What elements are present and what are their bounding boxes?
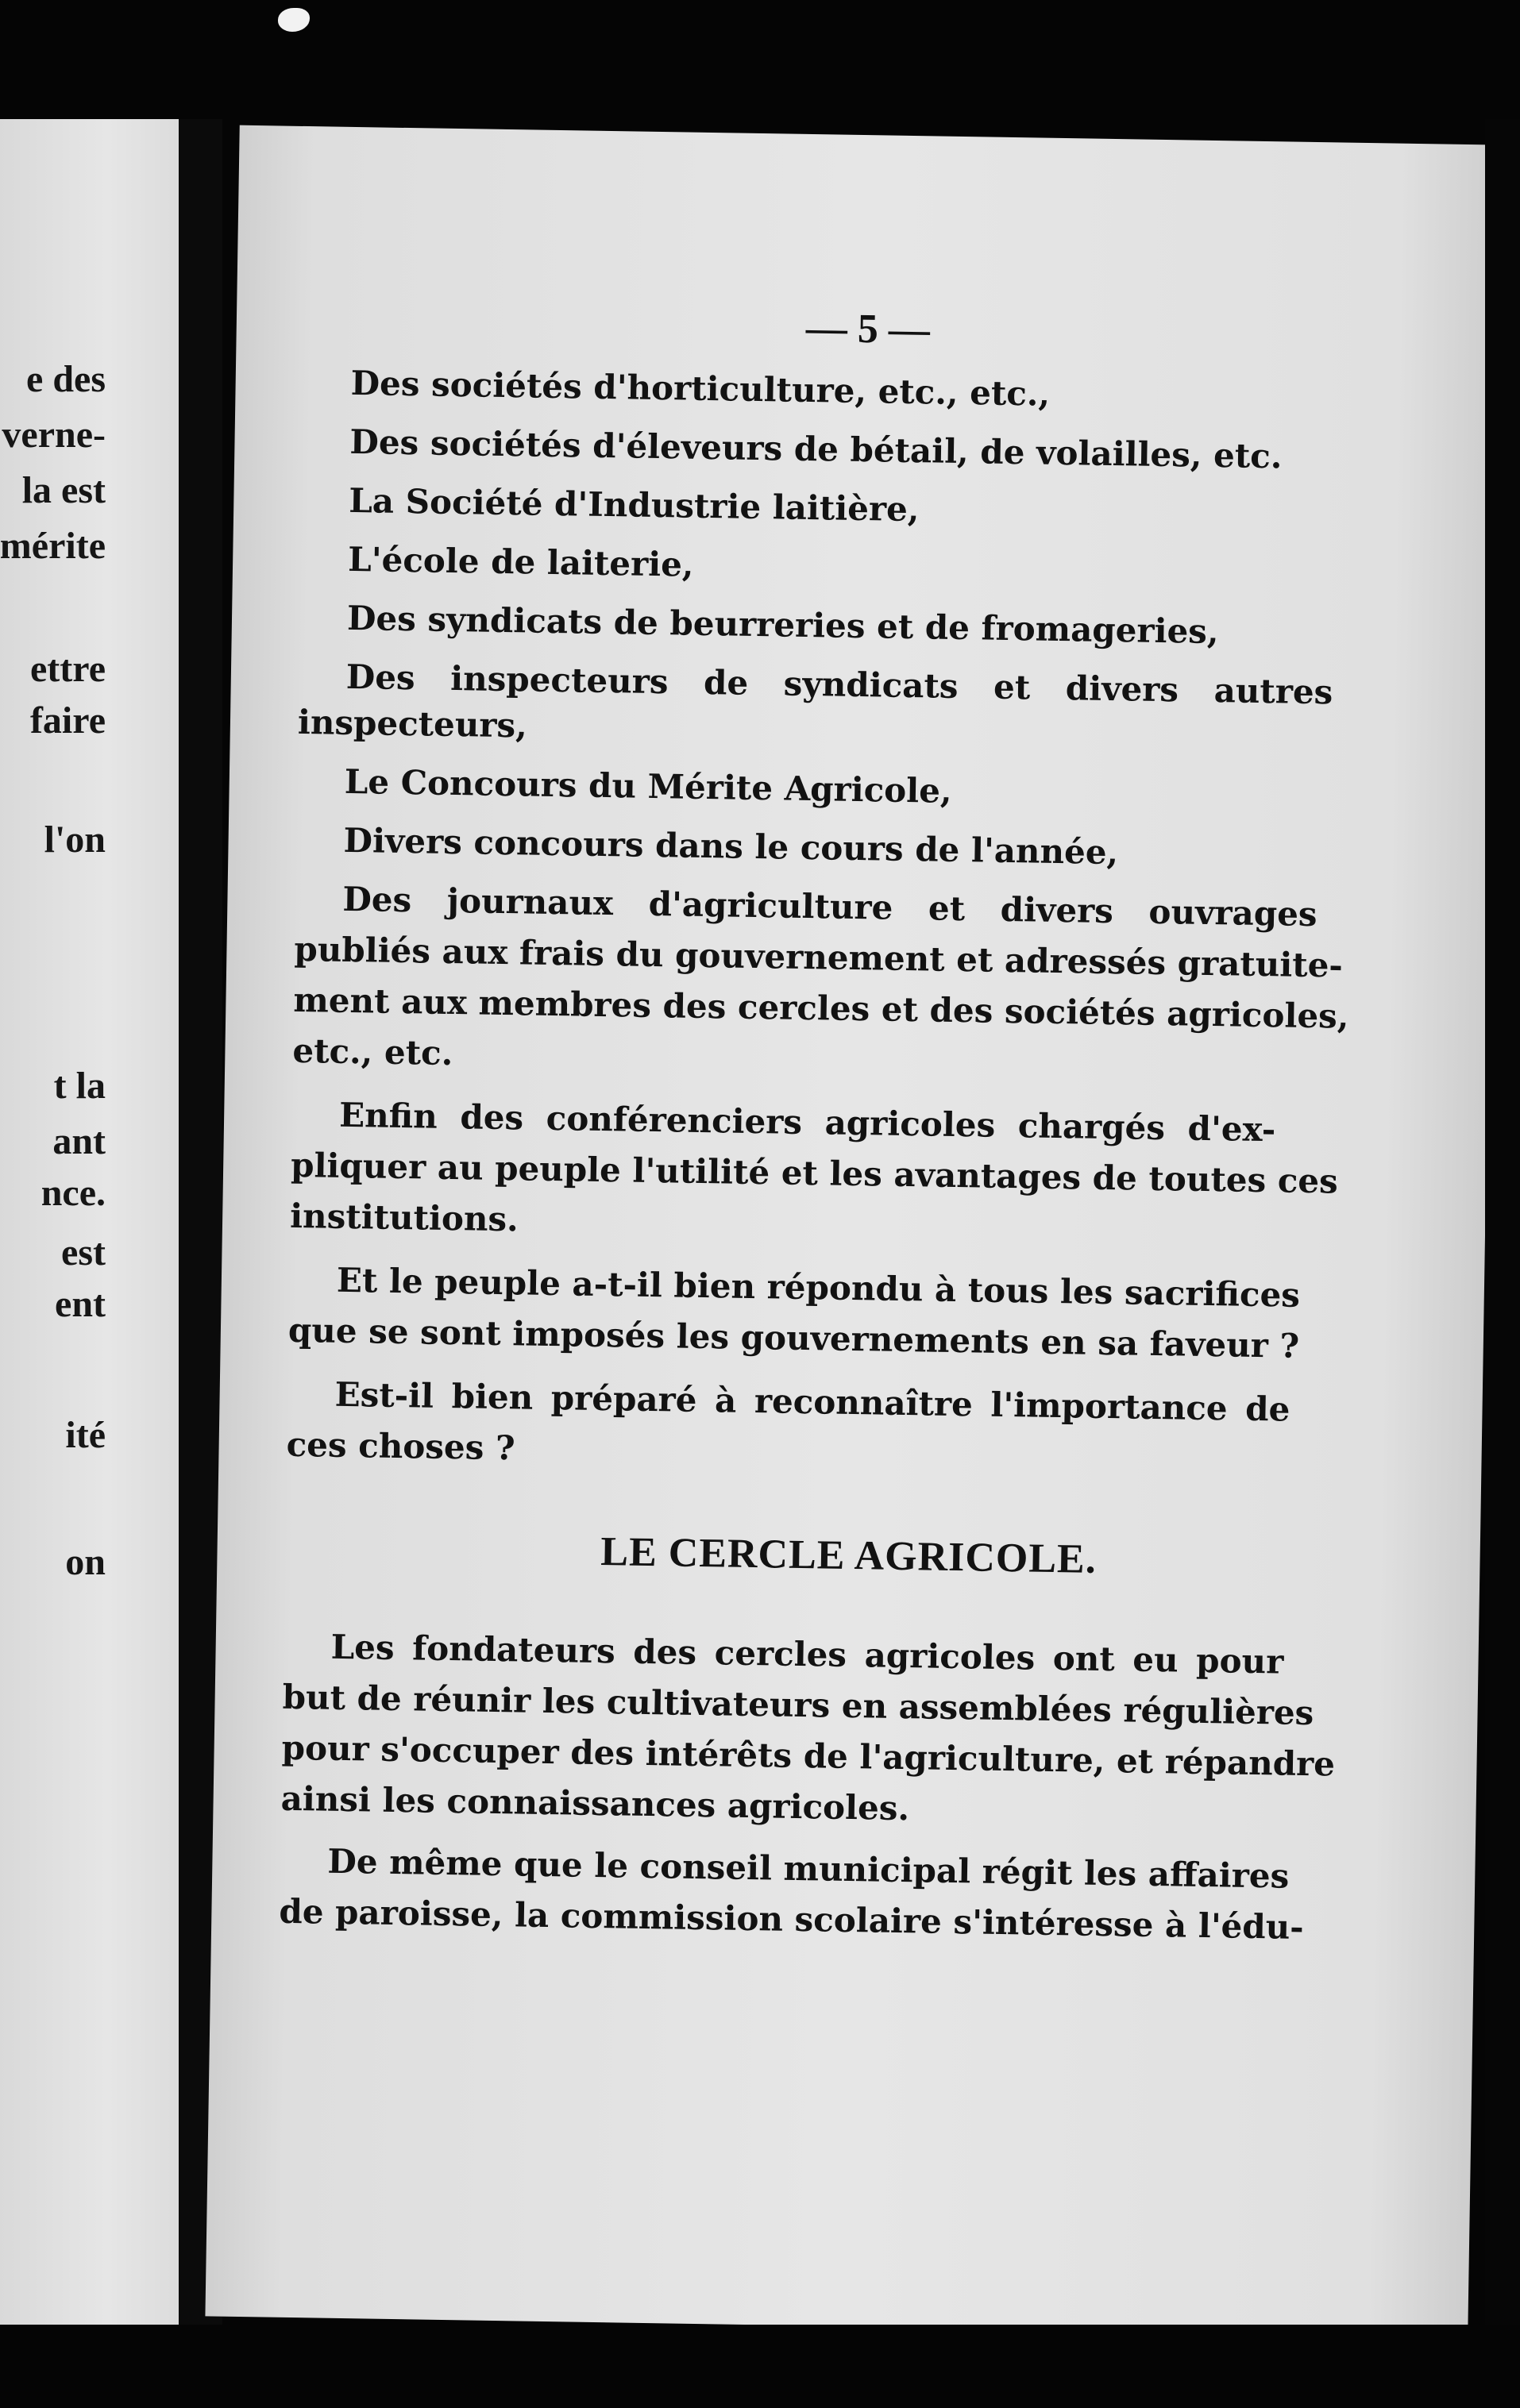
previous-page-fragment — [0, 119, 179, 2326]
left-page-line: faire — [29, 699, 106, 742]
text-line: Divers concours dans le cours de l'année, — [343, 820, 1119, 873]
text-line: Des inspecteurs de syndicats et divers autres — [345, 657, 1333, 712]
text-line: Des sociétés d'horticulture, etc., etc., — [350, 363, 1051, 414]
left-page-line: on — [65, 1541, 106, 1583]
left-page-line: ettre — [29, 648, 106, 690]
text-line: Les fondateurs des cercles agricoles ont eu pour — [330, 1627, 1284, 1682]
text-line: Des syndicats de beurreries et de fromageries, — [346, 598, 1219, 652]
text-line: inspecteurs, — [297, 702, 528, 746]
left-page-line: mérite — [0, 525, 106, 567]
text-line: etc., etc. — [292, 1031, 453, 1073]
text-line: ces choses ? — [286, 1424, 515, 1468]
page-number: — 5 — — [805, 305, 931, 353]
text-line: publiés aux frais du gouvernement et adressés gratuite- — [294, 929, 1344, 985]
left-page-line: nce. — [41, 1172, 106, 1214]
left-page-line: ité — [65, 1414, 106, 1456]
text-line: institutions. — [289, 1196, 519, 1239]
left-page-line: t la — [53, 1065, 106, 1107]
text-line: Est-il bien préparé à reconnaître l'importance de — [334, 1374, 1290, 1429]
text-line: L'école de laiterie, — [347, 539, 694, 584]
text-line: Des journaux d'agriculture et divers ouvrages — [342, 879, 1317, 934]
text-line: ainsi les connaissances agricoles. — [280, 1778, 910, 1828]
text-line: Le Concours du Mérite Agricole, — [344, 761, 952, 811]
left-page-line: l'on — [44, 819, 106, 861]
left-page-line: e des — [26, 358, 106, 400]
text-line: pliquer au peuple l'utilité et les avantages de toutes ces — [290, 1145, 1339, 1201]
left-page-line: ent — [55, 1283, 106, 1325]
right-scan-border — [1485, 119, 1520, 2326]
text-line: ment aux membres des cercles et des sociétés agricoles, — [293, 980, 1349, 1036]
left-page-line: la est — [21, 469, 106, 511]
text-line: de paroisse, la commission scolaire s'intéresse à l'édu- — [279, 1891, 1305, 1948]
text-line: Et le peuple a-t-il bien répondu à tous les sacrifices — [336, 1260, 1301, 1315]
text-line: pour s'occuper des intérêts de l'agriculture, et répandre — [281, 1728, 1336, 1784]
main-page — [205, 125, 1502, 2337]
left-page-line: verne- — [2, 414, 106, 456]
text-line: but de réunir les cultivateurs en assemblées régulières — [282, 1677, 1314, 1733]
text-line: De même que le conseil municipal régit les affaires — [327, 1841, 1290, 1896]
text-line: Enfin des conférenciers agricoles chargés d'ex- — [338, 1095, 1276, 1150]
scan-speck — [278, 8, 310, 32]
section-heading: LE CERCLE AGRICOLE. — [600, 1529, 1098, 1582]
left-page-line: est — [61, 1231, 106, 1273]
bottom-scan-border — [0, 2325, 1520, 2408]
text-line: que se sont imposés les gouvernements en sa faveur ? — [287, 1310, 1300, 1366]
text-line: La Société d'Industrie laitière, — [348, 480, 920, 530]
text-line: Des sociétés d'éleveurs de bétail, de volailles, etc. — [349, 422, 1283, 476]
left-page-line: ant — [52, 1120, 106, 1162]
